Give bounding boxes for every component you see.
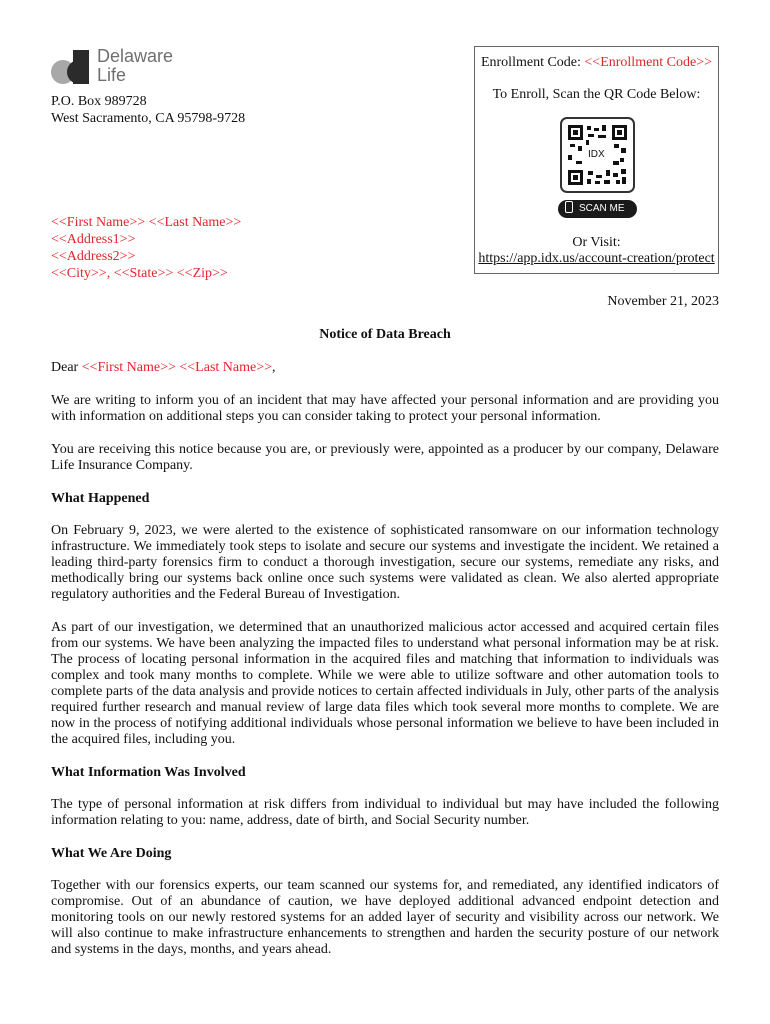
qr-center-label: IDX — [588, 149, 605, 160]
enrollment-url-link[interactable]: https://app.idx.us/account-creation/protect — [478, 251, 715, 266]
company-logo — [51, 47, 191, 87]
paragraph-information-involved: The type of personal information at risk differs from individual to individual but may have included the following information relating to you: name, address, date of birth, and Social Security number. — [51, 797, 719, 828]
recipient-address — [51, 214, 241, 282]
enrollment-code-value: <<Enrollment Code>> — [584, 55, 713, 70]
salutation-prefix: Dear — [51, 360, 82, 375]
paragraph-investigation: As part of our investigation, we determined that an unauthorized malicious actor accessed and acquired certain files from our systems. We have been analyzing the impacted files to understand what personal information may be at risk. The process of locating personal information in the acquired files and matching that information to individuals was complex and took many months to complete. While we were able to utilize software and other automation tools to complete parts of the data analysis and provide notices to certain affected individuals in July, other parts of the analysis required further research and manual review of large data files which took several more months to complete. We are now in the process of notifying additional individuals whose personal information we believe to have been included in the acquired files, including you. — [51, 620, 719, 747]
logo-bar — [73, 50, 89, 84]
sender-address — [51, 93, 245, 127]
scan-me-badge[interactable] — [558, 200, 637, 218]
enrollment-box — [474, 46, 719, 274]
salutation — [51, 360, 719, 376]
enrollment-code — [475, 55, 718, 71]
paragraph-what-happened: On February 9, 2023, we were alerted to the existence of sophisticated ransomware on our information technology infrastructure. We immediately took steps to isolate and secure our systems and investigate the incident. We retained a leading third-party forensics firm to conduct a thorough investigation, secure our systems, remediate any risks, and methodically bring our systems back online once such systems were validated as clean. We also alerted appropriate regulatory authorities and the Federal Bureau of Investigation. — [51, 523, 719, 602]
qr-code[interactable] — [560, 117, 635, 193]
recipient-line2: <<Address1>> — [51, 232, 136, 247]
or-visit-label: Or Visit: — [572, 235, 621, 250]
heading-information-involved: What Information Was Involved — [51, 765, 246, 780]
recipient-line4: <<City>>, <<State>> <<Zip>> — [51, 266, 228, 281]
recipient-line1: <<First Name>> <<Last Name>> — [51, 215, 242, 230]
logo-line1: Delaware — [97, 46, 174, 66]
recipient-line3: <<Address2>> — [51, 249, 136, 264]
letter-date: November 21, 2023 — [607, 294, 719, 309]
letter-body — [51, 360, 719, 975]
scan-instructions: To Enroll, Scan the QR Code Below: — [492, 87, 701, 102]
sender-line2: West Sacramento, CA 95798-9728 — [51, 111, 246, 126]
paragraph-reason: You are receiving this notice because you are, or previously were, appointed as a producer by our company, Delaware Life Insurance Company. — [51, 442, 719, 473]
enrollment-code-label: Enrollment Code: — [480, 55, 581, 70]
paragraph-what-we-are-doing: Together with our forensics experts, our team scanned our systems for, and remediated, any identified indicators of compromise. Out of an abundance of caution, we have deployed additional advanced endpoint detection and monitoring tools on our newly restored systems for an added layer of security and visibility across our network. We will also continue to make infrastructure enhancements to strengthen and harden the security posture of our network and systems in the days, months, and years ahead. — [51, 878, 719, 957]
salutation-names: <<First Name>> <<Last Name>> — [81, 360, 273, 375]
letter-title: Notice of Data Breach — [319, 327, 451, 342]
phone-icon — [565, 201, 573, 213]
heading-what-happened: What Happened — [51, 491, 150, 506]
scan-me-label: SCAN ME — [579, 203, 625, 214]
paragraph-intro: We are writing to inform you of an incident that may have affected your personal information and are providing you with information on additional steps you can consider taking to protect your personal information. — [51, 393, 719, 424]
logo-line2: Life — [97, 65, 127, 85]
sender-line1: P.O. Box 989728 — [51, 94, 147, 109]
logo-wordmark — [97, 47, 173, 85]
salutation-suffix: , — [272, 360, 276, 375]
heading-what-we-are-doing: What We Are Doing — [51, 846, 172, 861]
